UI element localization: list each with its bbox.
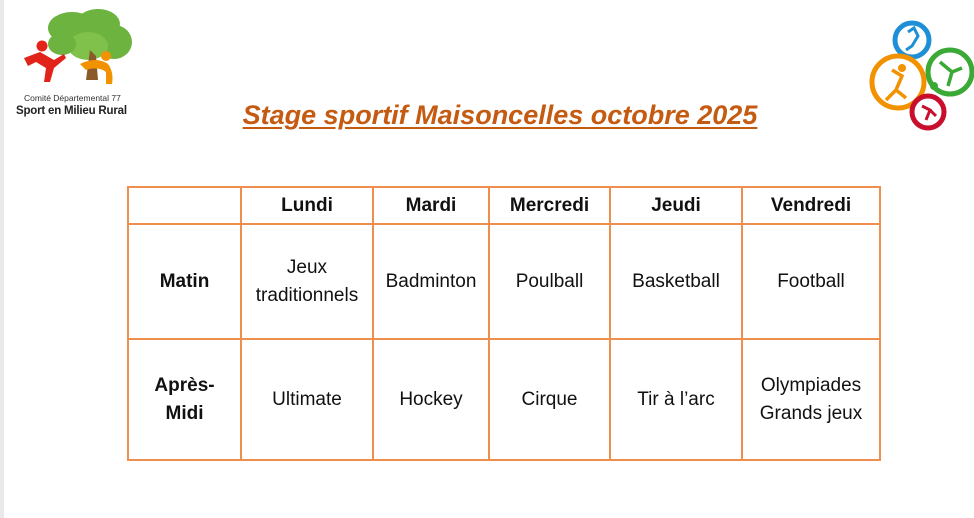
schedule-table [127,186,881,461]
row-label-line: Après- [154,374,215,396]
cell-matin-lundi [241,224,373,339]
cell-line: Tir à l’arc [637,388,715,410]
day-header-mardi: Mardi [373,187,489,224]
cell-apres-midi-lundi [241,339,373,460]
page-title: Stage sportif Maisoncelles octobre 2025 [242,100,758,130]
cell-line: Hockey [399,388,463,410]
cell-line: traditionnels [255,284,359,306]
day-header-vendredi: Vendredi [742,187,880,224]
day-header-lundi: Lundi [241,187,373,224]
row-label-apres-midi [128,339,241,460]
row-label-line: Matin [159,270,210,292]
cell-line: Jeux [286,256,328,278]
table-header-row [128,187,880,224]
cell-line: Cirque [521,388,578,410]
table-row-matin [128,224,880,339]
logo-org-text: Comité Départemental 77 [24,93,121,103]
table-corner-cell [128,187,241,224]
cell-line: Ultimate [272,388,342,410]
cell-line: Football [777,270,845,292]
cell-matin-mercredi [489,224,610,339]
cell-line: Basketball [632,270,720,292]
logo-name-text: Sport en Milieu Rural [16,105,127,117]
cell-line: Grands jeux [759,402,863,424]
row-label-line: Midi [165,402,204,424]
cell-apres-midi-mercredi [489,339,610,460]
cell-line: Olympiades [760,374,862,396]
cell-apres-midi-vendredi [742,339,880,460]
day-header-jeudi: Jeudi [610,187,742,224]
page-edge [0,0,4,518]
cell-matin-vendredi [742,224,880,339]
row-label-matin [128,224,241,339]
cell-apres-midi-mardi [373,339,489,460]
cell-apres-midi-jeudi [610,339,742,460]
cell-matin-mardi [373,224,489,339]
cell-line: Poulball [515,270,584,292]
cell-line: Badminton [385,270,477,292]
cell-matin-jeudi [610,224,742,339]
tree-athlete-logo-icon [20,6,140,92]
table-row-apres-midi [128,339,880,460]
day-header-mercredi: Mercredi [489,187,610,224]
